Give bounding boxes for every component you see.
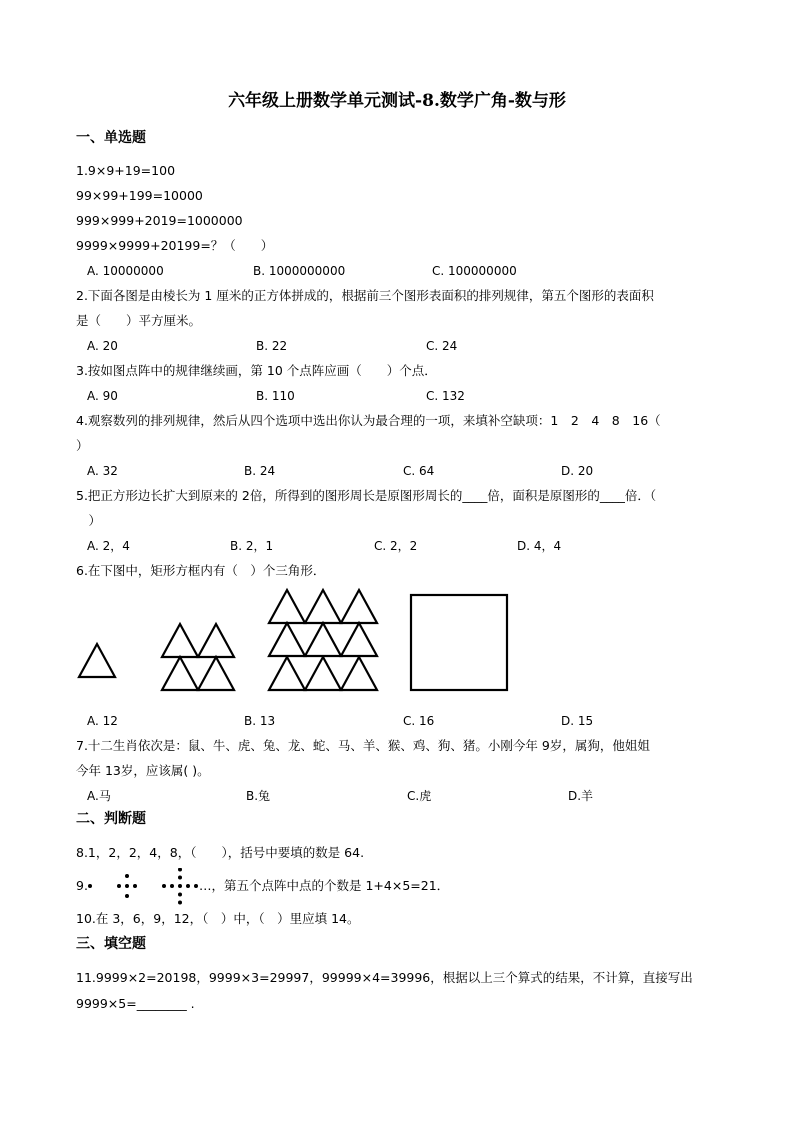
question-7-option-c: C.虎 [407,789,432,803]
question-2-line-2: 是（ ）平方厘米。 [76,313,202,328]
question-2-line-1: 2.下面各图是由棱长为 1 厘米的正方体拼成的，根据前三个图形表面积的排列规律，第五个图形的表面积 [76,288,654,303]
triangle-figure-2 [162,624,234,690]
question-4-option-d: D. 20 [561,464,594,478]
question-7-line-1: 7.十二生肖依次是：鼠、牛、虎、兔、龙、蛇、马、羊、猴、鸡、狗、猪。小刚今年 9岁，属狗，他姐姐 [76,738,650,753]
question-5-option-b: B. 2，1 [230,539,274,553]
question-1-line-3: 999×999+2019=1000000 [76,213,243,228]
page-title: 六年级上册数学单元测试-8.数学广角-数与形 [228,91,566,111]
section-heading-fill-blank: 三、填空题 [76,936,146,952]
question-6-option-a: A. 12 [87,714,118,728]
rectangle-frame [411,595,507,690]
question-10-text: 10.在 3，6，9，12，（ ）中，（ ）里应填 14。 [76,911,360,926]
question-6-line-1: 6.在下图中，矩形方框内有（ ）个三角形． [76,563,326,578]
dot-array-1 [88,884,92,888]
question-5-option-d: D. 4，4 [517,539,562,553]
question-1-option-b: B. 1000000000 [253,264,346,278]
triangle-pattern-figure [70,584,520,700]
question-3-option-b: B. 110 [256,389,295,403]
question-1-line-1: 1.9×9+19=100 [76,163,176,178]
triangle-figure-3 [269,590,377,690]
question-11-line-2: 9999×5=________ . [76,996,195,1011]
question-4-option-c: C. 64 [403,464,435,478]
question-9-text: …，第五个点阵中点的个数是 1+4×5=21． [199,878,450,893]
question-4-option-b: B. 24 [244,464,276,478]
question-3-option-a: A. 90 [87,389,118,403]
question-1-line-2: 99×99+199=10000 [76,188,203,203]
question-5-line-1: 5.把正方形边长扩大到原来的 2倍，所得到的图形周长是原图形周长的____倍，面积是原图形的____倍．（ [76,488,657,503]
dot-array-figure [86,868,206,906]
section-heading-true-false: 二、判断题 [76,811,146,827]
question-7-option-b: B.兔 [246,789,271,803]
question-4-option-a: A. 32 [87,464,118,478]
question-7-option-d: D.羊 [568,789,594,803]
section-heading-single-choice: 一、单选题 [76,130,146,146]
question-5-option-a: A. 2，4 [87,539,130,553]
dot-array-2 [117,874,137,898]
question-5-option-c: C. 2，2 [374,539,418,553]
question-2-option-c: C. 24 [426,339,458,353]
question-1-option-c: C. 100000000 [432,264,517,278]
dot-array-3 [162,868,198,905]
question-9-prefix: 9. [76,878,88,893]
question-4-line-2: ） [76,438,89,453]
question-1-option-a: A. 10000000 [87,264,164,278]
question-2-option-a: A. 20 [87,339,118,353]
triangle-figure-1 [79,644,115,677]
question-8-text: 8.1，2，2，4，8，（ ），括号中要填的数是 64. [76,845,365,860]
question-1-line-4: 9999×9999+20199=？（ ） [76,238,274,253]
question-5-line-2: ） [76,513,102,528]
question-4-line-1: 4.观察数列的排列规律，然后从四个选项中选出你认为最合理的一项，来填补空缺项：1 2 4 8 16（ [76,413,661,428]
question-7-option-a: A.马 [87,789,111,803]
question-6-option-d: D. 15 [561,714,594,728]
question-6-option-b: B. 13 [244,714,276,728]
question-3-option-c: C. 132 [426,389,465,403]
question-7-line-2: 今年 13岁，应该属( )。 [76,763,210,778]
question-6-option-c: C. 16 [403,714,435,728]
question-11-line-1: 11.9999×2=20198，9999×3=29997，99999×4=39996，根据以上三个算式的结果，不计算，直接写出 [76,970,693,985]
question-2-option-b: B. 22 [256,339,288,353]
question-3-line-1: 3.按如图点阵中的规律继续画，第 10 个点阵应画（ ）个点． [76,363,437,378]
